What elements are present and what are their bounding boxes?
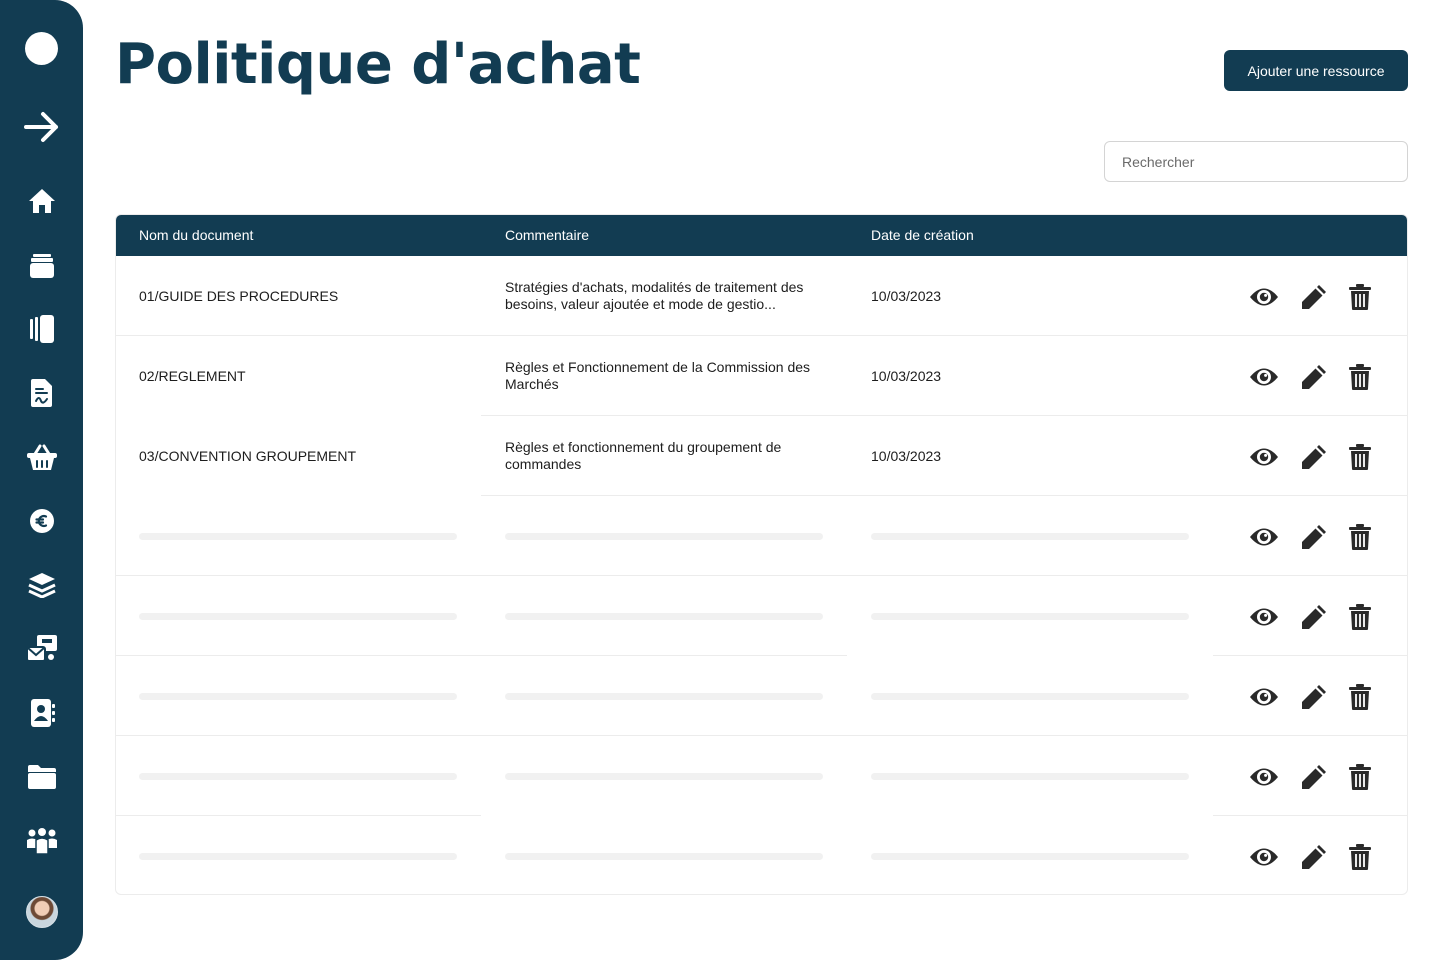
edit-button[interactable]	[1299, 602, 1329, 632]
delete-button[interactable]	[1345, 362, 1375, 392]
pencil-icon	[1300, 843, 1328, 871]
comment-text: Règles et Fonctionnement de la Commission des Marchés	[505, 359, 811, 392]
skeleton-line	[139, 613, 457, 620]
sidebar-item-basket[interactable]	[0, 443, 83, 471]
pencil-icon	[1300, 523, 1328, 551]
row-actions	[1246, 736, 1376, 816]
creation-date: 10/03/2023	[871, 448, 942, 464]
pencil-icon	[1300, 363, 1328, 391]
eye-icon	[1249, 526, 1279, 548]
skeleton-line	[139, 853, 457, 860]
sidebar-item-archive[interactable]	[0, 252, 83, 280]
edit-button[interactable]	[1299, 362, 1329, 392]
eye-icon	[1249, 366, 1279, 388]
edit-button[interactable]	[1299, 682, 1329, 712]
arrow-right-icon	[24, 111, 60, 143]
view-button[interactable]	[1249, 362, 1279, 392]
column-header-comment[interactable]: Commentaire	[505, 227, 590, 243]
view-button[interactable]	[1249, 682, 1279, 712]
row-actions	[1246, 416, 1376, 496]
avatar	[26, 896, 58, 928]
sidebar-item-mail[interactable]	[0, 635, 83, 663]
skeleton-line	[505, 533, 823, 540]
sidebar-item-finance[interactable]	[0, 507, 83, 535]
document-comment	[505, 256, 835, 336]
sidebar-item-profile[interactable]	[0, 895, 83, 929]
people-icon	[26, 828, 58, 854]
skeleton-line	[871, 773, 1189, 780]
sidebar-toggle-button[interactable]	[0, 110, 83, 144]
table-row-placeholder	[116, 736, 1407, 816]
tablet-icon	[29, 315, 55, 343]
eye-icon	[1249, 606, 1279, 628]
mail-shipping-icon	[27, 635, 57, 663]
pencil-icon	[1300, 283, 1328, 311]
document-name[interactable]: 02/REGLEMENT	[139, 368, 246, 384]
skeleton-line	[871, 533, 1189, 540]
delete-button[interactable]	[1345, 522, 1375, 552]
pencil-icon	[1300, 443, 1328, 471]
creation-date: 10/03/2023	[871, 368, 942, 384]
document-comment	[505, 336, 835, 416]
trash-icon	[1349, 764, 1371, 790]
document-name[interactable]: 01/GUIDE DES PROCEDURES	[139, 288, 339, 304]
skeleton-line	[871, 693, 1189, 700]
circle-logo-icon	[25, 32, 58, 65]
edit-button[interactable]	[1299, 842, 1329, 872]
table-row	[116, 336, 1407, 416]
search-input[interactable]	[1104, 141, 1408, 182]
trash-icon	[1349, 364, 1371, 390]
table-row	[116, 416, 1407, 496]
skeleton-line	[871, 853, 1189, 860]
sidebar-item-folders[interactable]	[0, 763, 83, 791]
eye-icon	[1249, 846, 1279, 868]
archive-box-icon	[29, 253, 55, 279]
eye-icon	[1249, 286, 1279, 308]
sidebar-item-tablet[interactable]	[0, 315, 83, 343]
sidebar	[0, 0, 83, 960]
add-resource-button[interactable]: Ajouter une ressource	[1224, 50, 1408, 91]
delete-button[interactable]	[1345, 282, 1375, 312]
row-actions	[1246, 576, 1376, 656]
trash-icon	[1349, 684, 1371, 710]
creation-date: 10/03/2023	[871, 288, 942, 304]
table-header	[116, 215, 1407, 256]
row-actions	[1246, 336, 1376, 416]
sidebar-item-contacts[interactable]	[0, 699, 83, 727]
trash-icon	[1349, 524, 1371, 550]
skeleton-line	[505, 773, 823, 780]
table-row-placeholder	[116, 496, 1407, 576]
comment-text: Stratégies d'achats, modalités de traitement des besoins, valeur ajoutée et mode de gestio...	[505, 279, 804, 312]
edit-button[interactable]	[1299, 762, 1329, 792]
table-row-placeholder	[116, 656, 1407, 736]
trash-icon	[1349, 604, 1371, 630]
skeleton-line	[139, 533, 457, 540]
document-comment	[505, 416, 835, 496]
table-row-placeholder	[116, 816, 1407, 895]
view-button[interactable]	[1249, 762, 1279, 792]
euro-icon	[29, 508, 55, 534]
documents-table	[115, 214, 1408, 895]
view-button[interactable]	[1249, 282, 1279, 312]
table-row-placeholder	[116, 576, 1407, 656]
row-actions	[1246, 816, 1376, 895]
view-button[interactable]	[1249, 442, 1279, 472]
row-actions	[1246, 656, 1376, 736]
skeleton-line	[505, 613, 823, 620]
edit-button[interactable]	[1299, 282, 1329, 312]
address-book-icon	[29, 699, 55, 727]
signed-document-icon	[31, 379, 53, 407]
edit-button[interactable]	[1299, 442, 1329, 472]
document-name[interactable]: 03/CONVENTION GROUPEMENT	[139, 448, 357, 464]
skeleton-line	[139, 773, 457, 780]
trash-icon	[1349, 284, 1371, 310]
skeleton-line	[139, 693, 457, 700]
sidebar-item-contracts[interactable]	[0, 379, 83, 407]
table-row	[116, 256, 1407, 336]
skeleton-line	[871, 613, 1189, 620]
basket-icon	[27, 444, 57, 470]
column-header-creation-date[interactable]: Date de création	[871, 227, 974, 243]
skeleton-line	[505, 693, 823, 700]
pencil-icon	[1300, 603, 1328, 631]
trash-icon	[1349, 844, 1371, 870]
pencil-icon	[1300, 763, 1328, 791]
sidebar-item-team[interactable]	[0, 827, 83, 855]
eye-icon	[1249, 686, 1279, 708]
page-title: Politique d'achat	[115, 32, 641, 97]
layers-icon	[28, 572, 56, 598]
pencil-icon	[1300, 683, 1328, 711]
edit-button[interactable]	[1299, 522, 1329, 552]
comment-text: Règles et fonctionnement du groupement de commandes	[505, 439, 782, 472]
skeleton-line	[505, 853, 823, 860]
delete-button[interactable]	[1345, 762, 1375, 792]
app-logo[interactable]	[0, 31, 83, 65]
delete-button[interactable]	[1345, 442, 1375, 472]
row-actions	[1246, 256, 1376, 336]
delete-button[interactable]	[1345, 602, 1375, 632]
sidebar-item-home[interactable]	[0, 187, 83, 215]
eye-icon	[1249, 766, 1279, 788]
row-actions	[1246, 496, 1376, 576]
eye-icon	[1249, 446, 1279, 468]
folder-icon	[28, 765, 56, 789]
column-header-document-name[interactable]: Nom du document	[139, 227, 254, 243]
trash-icon	[1349, 444, 1371, 470]
delete-button[interactable]	[1345, 842, 1375, 872]
view-button[interactable]	[1249, 602, 1279, 632]
home-icon	[28, 188, 56, 214]
view-button[interactable]	[1249, 522, 1279, 552]
view-button[interactable]	[1249, 842, 1279, 872]
delete-button[interactable]	[1345, 682, 1375, 712]
sidebar-item-layers[interactable]	[0, 571, 83, 599]
